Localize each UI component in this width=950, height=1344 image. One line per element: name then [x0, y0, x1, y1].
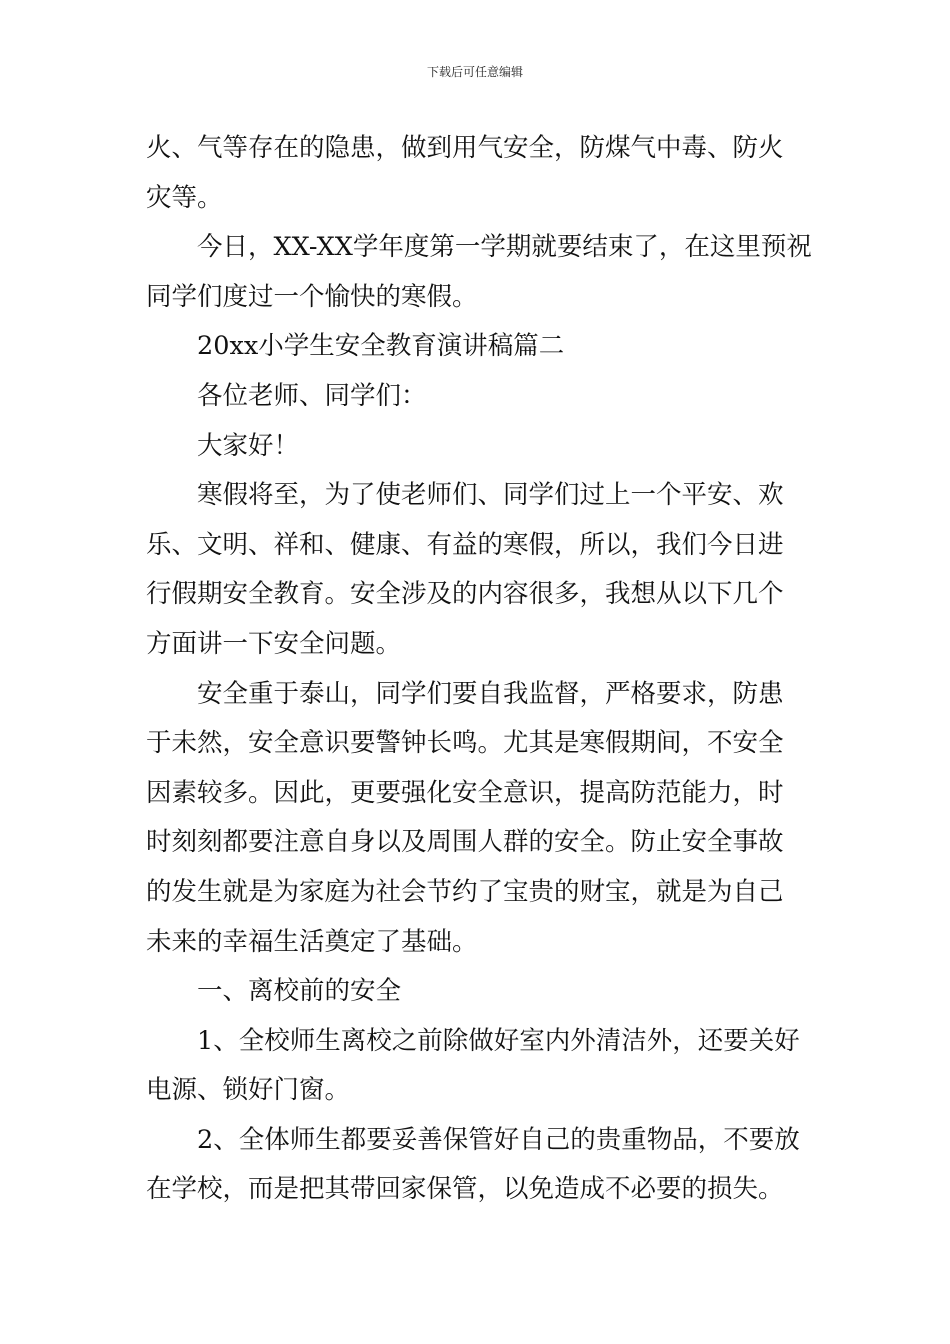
- text-line-9: 乐、文明、祥和、健康、有益的寒假，所以，我们今日进: [146, 529, 784, 560]
- text-line-15: 时刻刻都要注意自身以及周围人群的安全。防止安全事故: [146, 827, 784, 858]
- list-item-2-continued: 在学校，而是把其带回家保管，以免造成不必要的损失。: [146, 1174, 784, 1205]
- greeting: 大家好！: [197, 430, 300, 461]
- text-line-12: 安全重于泰山，同学们要自我监督，严格要求，防患: [197, 678, 784, 709]
- list-item-2: 2、全体师生都要妥善保管好自己的贵重物品，不要放: [197, 1124, 800, 1155]
- salutation: 各位老师、同学们：: [197, 380, 427, 411]
- text-line-17: 未来的幸福生活奠定了基础。: [146, 926, 478, 957]
- text-line-14: 因素较多。因此，更要强化安全意识，提高防范能力，时: [146, 777, 784, 808]
- list-item-1-continued: 电源、锁好门窗。: [146, 1075, 351, 1106]
- text-line-1: 火、气等存在的隐患，做到用气安全，防煤气中毒、防火: [146, 133, 784, 163]
- subsection-heading: 一、离校前的安全: [197, 976, 402, 1007]
- text-line-4: 同学们度过一个愉快的寒假。: [146, 281, 478, 312]
- text-line-3: 今日，XX-XX学年度第一学期就要结束了，在这里预祝: [197, 232, 812, 263]
- text-line-10: 行假期安全教育。安全涉及的内容很多，我想从以下几个: [146, 579, 784, 610]
- text-line-16: 的发生就是为家庭为社会节约了宝贵的财宝，就是为自己: [146, 876, 784, 907]
- text-line-2: 灾等。: [146, 182, 223, 213]
- list-item-1: 1、全校师生离校之前除做好室内外清洁外，还要关好: [197, 1025, 800, 1056]
- document-body: [146, 124, 812, 1215]
- page-header: 下载后可任意编辑: [426, 65, 523, 79]
- text-line-8: 寒假将至，为了使老师们、同学们过上一个平安、欢: [197, 480, 784, 511]
- text-line-11: 方面讲一下安全问题。: [146, 628, 402, 659]
- section-title: 20xx小学生安全教育演讲稿篇二: [197, 331, 565, 362]
- text-line-13: 于未然，安全意识要警钟长鸣。尤其是寒假期间，不安全: [146, 728, 784, 759]
